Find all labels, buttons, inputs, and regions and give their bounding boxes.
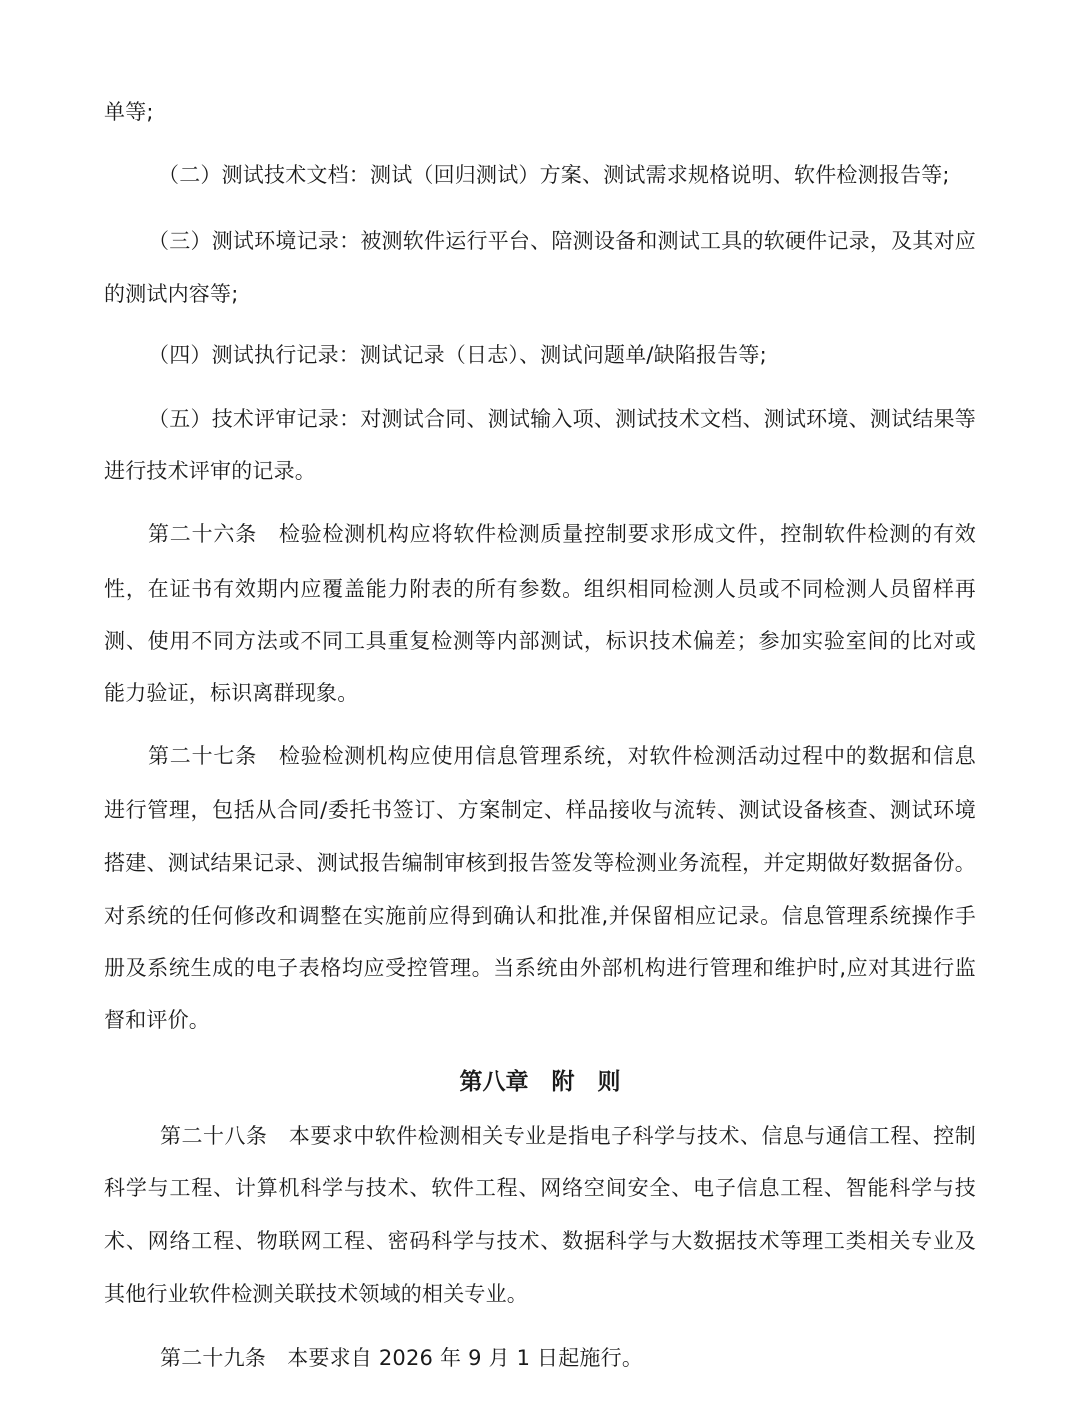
text-line: 对系统的任何修改和调整在实施前应得到确认和批准,并保留相应记录。信息管理系统操作手: [104, 904, 976, 928]
text-line: 搭建、测试结果记录、测试报告编制审核到报告签发等检测业务流程，并定期做好数据备份。: [104, 851, 976, 875]
text-line: 能力验证，标识离群现象。: [104, 681, 359, 705]
text-line: 第二十七条 检验检测机构应使用信息管理系统，对软件检测活动过程中的数据和信息: [148, 744, 976, 768]
text-line: （三）测试环境记录：被测软件运行平台、陪测设备和测试工具的软硬件记录，及其对应: [148, 229, 976, 253]
text-line: 的测试内容等;: [104, 282, 239, 306]
text-line: 册及系统生成的电子表格均应受控管理。当系统由外部机构进行管理和维护时,应对其进行监: [104, 956, 976, 980]
text-line: 单等;: [104, 100, 154, 124]
text-line: 督和评价。: [104, 1008, 210, 1032]
text-line: （四）测试执行记录：测试记录（日志）、测试问题单/缺陷报告等;: [148, 343, 767, 367]
text-line: 其他行业软件检测关联技术领域的相关专业。: [104, 1282, 528, 1306]
text-line: 第二十六条 检验检测机构应将软件检测质量控制要求形成文件，控制软件检测的有效: [148, 522, 976, 546]
text-line: （二）测试技术文档：测试（回归测试）方案、测试需求规格说明、软件检测报告等;: [158, 163, 950, 187]
text-line: （五）技术评审记录：对测试合同、测试输入项、测试技术文档、测试环境、测试结果等: [148, 407, 976, 431]
text-line: 进行管理，包括从合同/委托书签订、方案制定、样品接收与流转、测试设备核查、测试环境: [104, 798, 976, 822]
text-line: 第二十八条 本要求中软件检测相关专业是指电子科学与技术、信息与通信工程、控制: [160, 1124, 976, 1148]
text-line: 测、使用不同方法或不同工具重复检测等内部测试，标识技术偏差；参加实验室间的比对或: [104, 629, 976, 653]
text-line: 进行技术评审的记录。: [104, 459, 316, 483]
text-line: 性，在证书有效期内应覆盖能力附表的所有参数。组织相同检测人员或不同检测人员留样再: [104, 577, 976, 601]
text-line: 术、网络工程、物联网工程、密码科学与技术、数据科学与大数据技术等理工类相关专业及: [104, 1229, 976, 1253]
text-line: 科学与工程、计算机科学与技术、软件工程、网络空间安全、电子信息工程、智能科学与技: [104, 1176, 976, 1200]
text-line: 第二十九条 本要求自 2026 年 9 月 1 日起施行。: [160, 1346, 644, 1370]
chapter-heading: 第八章 附 则: [459, 1069, 621, 1095]
